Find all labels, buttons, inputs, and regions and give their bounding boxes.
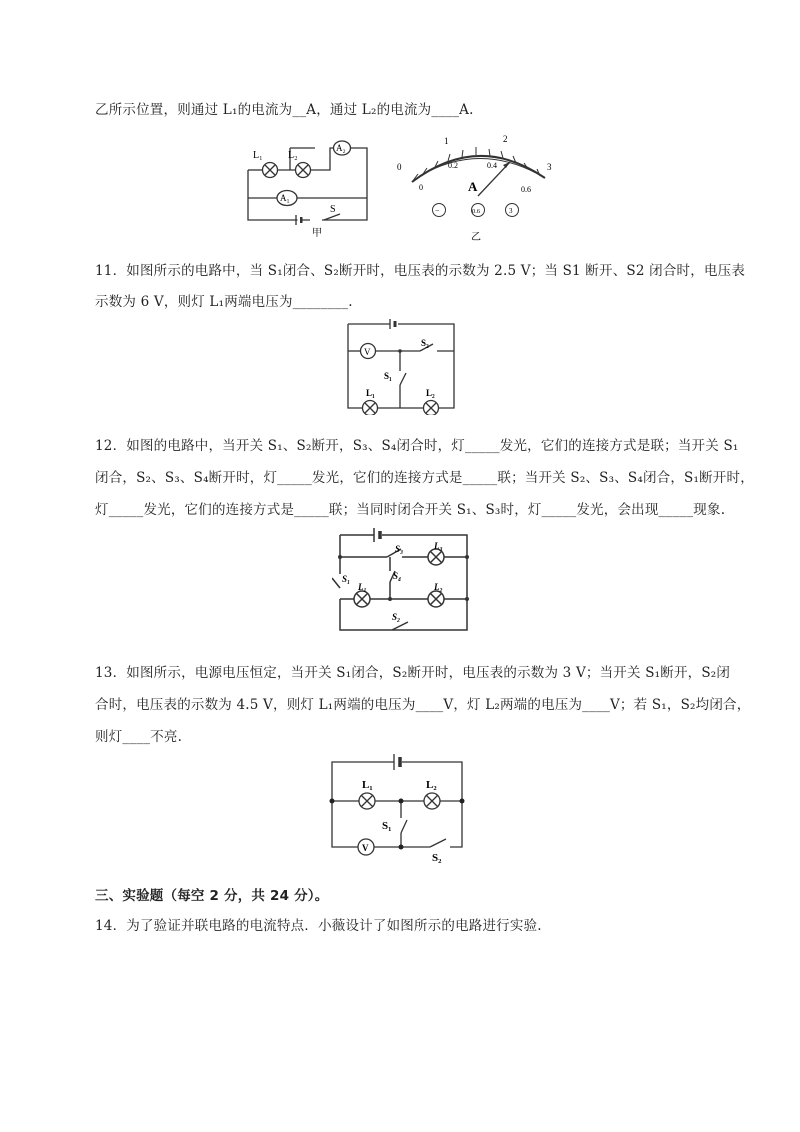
dial-unit-a: A (468, 179, 478, 194)
label-s1: S₁ (384, 371, 392, 381)
dial-lower-tick-3: 0.6 (521, 185, 531, 194)
label-v: V (364, 347, 371, 357)
label-l3: L₃ (434, 541, 443, 551)
label-l1: L₁ (366, 388, 375, 398)
figure-12-circuit (332, 522, 474, 634)
terminal-0-6: 0.6 (472, 208, 481, 215)
caption-jia: 甲 (312, 228, 322, 238)
label-l1: L₁ (358, 582, 367, 592)
label-v: V (362, 843, 369, 853)
label-l2: L₂ (288, 150, 298, 161)
q13-text-line-1: 13．如图所示，电源电压恒定，当开关 S₁闭合，S₂断开时，电压表的示数为 3 V；当开关 S₁断开，S₂闭 (95, 665, 731, 681)
label-l2: L₂ (426, 779, 437, 791)
dial-upper-tick-1: 1 (444, 136, 449, 146)
dial-lower-tick-1: 0.2 (448, 161, 458, 170)
dial-upper-tick-0: 0 (397, 162, 402, 172)
label-a1: A₁ (280, 193, 290, 203)
section-3-title: 三、实验题（每空 2 分，共 24 分）。 (95, 888, 329, 904)
label-s2: S₂ (392, 612, 401, 622)
q12-text-line-3: 灯_____发光，它们的连接方式是_____联；当同时闭合开关 S₁、S₃时，灯_____发光，会出现_____现象. (95, 502, 726, 518)
figure-10-ammeter-dial (390, 124, 565, 244)
q12-text-line-1: 12．如图的电路中，当开关 S₁、S₂断开，S₃、S₄闭合时，灯_____发光，它们的连接方式是联；当开关 S₁ (95, 438, 739, 454)
caption-yi: 乙 (471, 232, 481, 243)
dial-upper-tick-3: 3 (547, 162, 552, 172)
q11-text-line-2: 示数为 6 V，则灯 L₁两端电压为________. (95, 294, 353, 310)
label-l1: L₁ (253, 150, 263, 161)
dial-upper-tick-2: 2 (503, 134, 508, 144)
terminal-negative: − (435, 206, 440, 215)
terminal-3: 3 (509, 207, 513, 215)
label-s1: S₁ (342, 574, 351, 584)
q14-text-line-1: 14．为了验证并联电路的电流特点．小薇设计了如图所示的电路进行实验. (95, 918, 542, 934)
figure-10-circuit (240, 138, 375, 238)
figure-11-circuit (340, 315, 462, 415)
q10-continuation-text: 乙所示位置，则通过 L₁的电流为__A，通过 L₂的电流为____A. (95, 102, 474, 118)
dial-lower-tick-2: 0.4 (487, 161, 497, 170)
label-l2: L₂ (434, 582, 443, 592)
label-s2: S₂ (432, 852, 442, 864)
label-s1: S₁ (382, 820, 392, 832)
q11-text-line-1: 11．如图所示的电路中，当 S₁闭合、S₂断开时，电压表的示数为 2.5 V；当 S1 断开、S2 闭合时，电压表 (95, 263, 746, 279)
label-l2: L₂ (426, 388, 435, 398)
q13-text-line-2: 合时，电压表的示数为 4.5 V，则灯 L₁两端的电压为____V，灯 L₂两端的电压为____V；若 S₁，S₂均闭合， (95, 697, 751, 713)
label-s: S (330, 204, 336, 215)
dial-lower-tick-0: 0 (419, 183, 423, 192)
q12-text-line-2: 闭合，S₂、S₃、S₄断开时，灯_____发光，它们的连接方式是_____联；当开关 S₂、S₃、S₄闭合，S₁断开时， (95, 470, 754, 486)
q13-text-line-3: 则灯____不亮. (95, 729, 183, 745)
label-s4: S₄ (393, 571, 402, 581)
figure-13-circuit (322, 746, 472, 868)
label-l1: L₁ (362, 779, 373, 791)
label-s3: S₃ (395, 544, 404, 554)
label-a2: A₂ (336, 143, 346, 153)
label-s2: S₂ (421, 338, 429, 348)
